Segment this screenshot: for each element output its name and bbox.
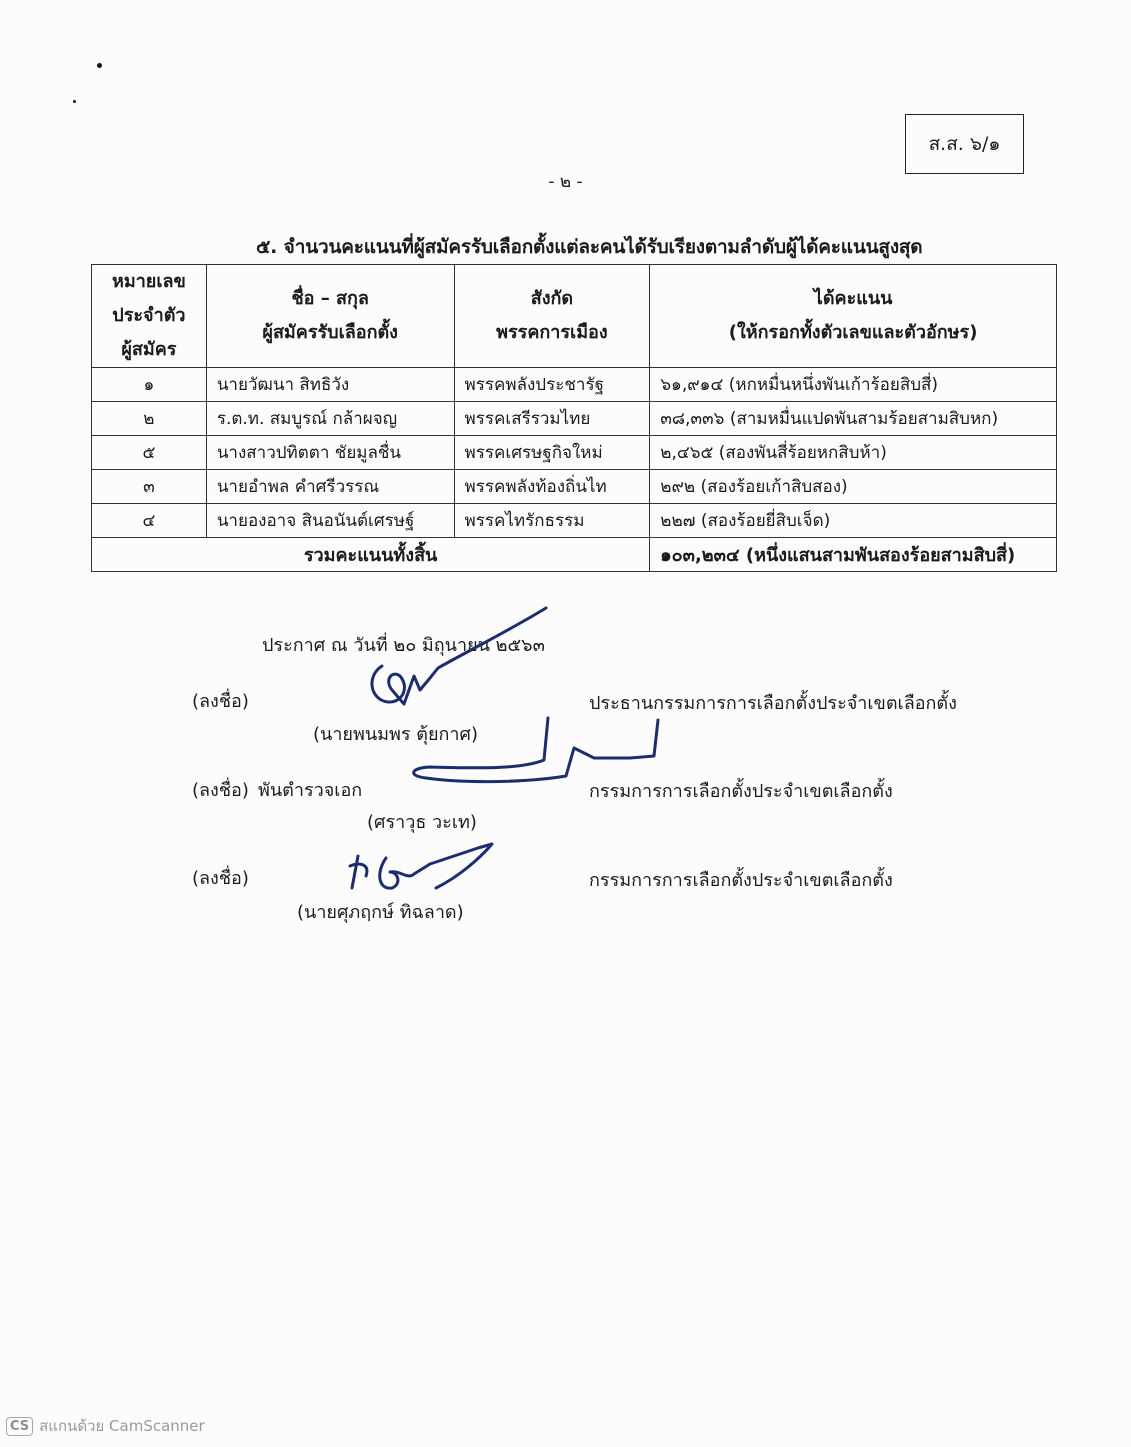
watermark-text: สแกนด้วย CamScanner: [39, 1417, 205, 1435]
candidate-name: นายองอาจ สินอนันต์เศรษฐ์: [206, 504, 454, 538]
signatory-name: (ศราวุธ วะเท): [367, 812, 477, 833]
candidate-votes: ๒๒๗ (สองร้อยยี่สิบเจ็ด): [650, 504, 1057, 538]
candidate-number: ๑: [92, 368, 207, 402]
signatory-position: ประธานกรรมการการเลือกตั้งประจำเขตเลือกตั้ง: [589, 693, 957, 714]
candidate-number: ๒: [92, 402, 207, 436]
total-label: รวมคะแนนทั้งสิ้น: [92, 538, 650, 572]
candidate-votes: ๒๙๒ (สองร้อยเก้าสิบสอง): [650, 470, 1057, 504]
camscanner-logo: CS: [6, 1417, 33, 1436]
candidate-votes: ๖๑,๙๑๔ (หกหมื่นหนึ่งพันเก้าร้อยสิบสี่): [650, 368, 1057, 402]
form-code: ส.ส. ๖/๑: [928, 133, 1001, 155]
signatory-name: (นายศุภฤกษ์ ทิฉลาด): [297, 902, 464, 923]
candidate-party: พรรคพลังท้องถิ่นไท: [454, 470, 650, 504]
camscanner-watermark: [6, 1414, 205, 1438]
sign-label: (ลงชื่อ): [192, 780, 249, 801]
signatory-position: กรรมการการเลือกตั้งประจำเขตเลือกตั้ง: [589, 781, 893, 802]
sign-label: (ลงชื่อ): [192, 691, 249, 712]
candidate-party: พรรคพลังประชารัฐ: [454, 368, 650, 402]
signatory-name: (นายพนมพร ตุ้ยกาศ): [313, 724, 478, 745]
candidate-party: พรรคเสรีรวมไทย: [454, 402, 650, 436]
candidate-votes: ๒,๔๖๕ (สองพันสี่ร้อยหกสิบห้า): [650, 436, 1057, 470]
header-party: สังกัด พรรคการเมือง: [454, 265, 650, 368]
candidate-party: พรรคเศรษฐกิจใหม่: [454, 436, 650, 470]
sign-label: (ลงชื่อ): [192, 868, 249, 889]
candidate-number: ๔: [92, 504, 207, 538]
candidate-votes: ๓๘,๓๓๖ (สามหมื่นแปดพันสามร้อยสามสิบหก): [650, 402, 1057, 436]
candidate-name: นายวัฒนา สิทธิวัง: [206, 368, 454, 402]
signature-member-1: [414, 718, 658, 782]
total-value: ๑๐๓,๒๓๔ (หนึ่งแสนสามพันสองร้อยสามสิบสี่): [650, 538, 1057, 572]
candidate-name: ร.ต.ท. สมบูรณ์ กล้าผจญ: [206, 402, 454, 436]
candidate-name: นายอำพล คำศรีวรรณ: [206, 470, 454, 504]
header-votes: ได้คะแนน (ให้กรอกทั้งตัวเลขและตัวอักษร): [650, 265, 1057, 368]
signatory-position: กรรมการการเลือกตั้งประจำเขตเลือกตั้ง: [589, 870, 893, 891]
candidate-name: นางสาวปทิตตา ชัยมูลชื่น: [206, 436, 454, 470]
announcement-date: ประกาศ ณ วันที่ ๒๐ มิถุนายน ๒๕๖๓: [262, 635, 545, 656]
signature-chairman: [372, 608, 546, 704]
header-number: หมายเลข ประจำตัว ผู้สมัคร: [92, 265, 207, 368]
page-number: - ๒ -: [548, 172, 583, 192]
header-name: ชื่อ – สกุล ผู้สมัครรับเลือกตั้ง: [206, 265, 454, 368]
section-title: ๕. จำนวนคะแนนที่ผู้สมัครรับเลือกตั้งแต่ละคนได้รับเรียงตามลำดับผู้ได้คะแนนสูงสุด: [256, 236, 923, 258]
candidate-number: ๕: [92, 436, 207, 470]
signature-member-2: [350, 844, 492, 888]
signatory-rank: พันตำรวจเอก: [258, 780, 363, 801]
candidate-party: พรรคไทรักธรรม: [454, 504, 650, 538]
candidate-number: ๓: [92, 470, 207, 504]
